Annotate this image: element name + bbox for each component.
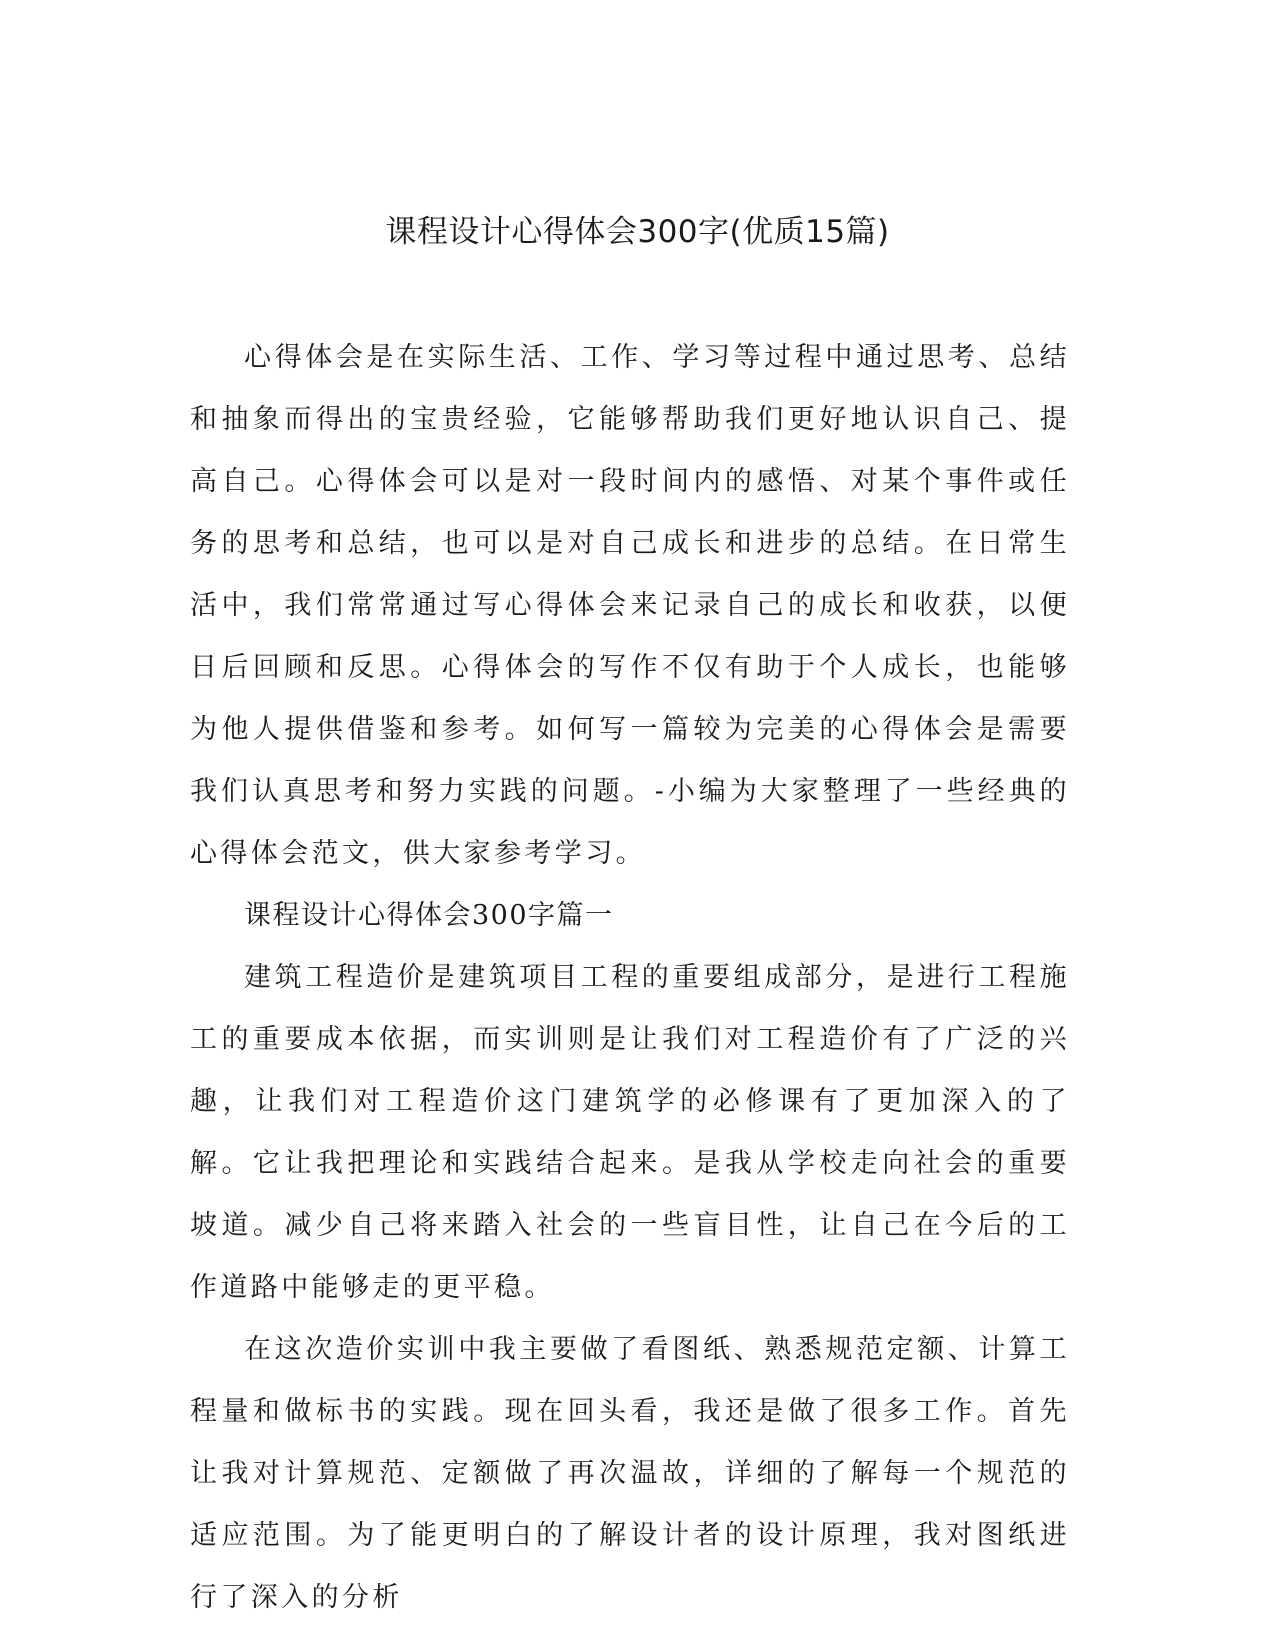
section-heading: 课程设计心得体会300字篇一 — [244, 900, 614, 931]
document-title: 课程设计心得体会300字(优质15篇) — [385, 214, 890, 250]
intro-paragraph: 心得体会是在实际生活、工作、学习等过程中通过思考、总结和抽象而得出的宝贵经验，它能够帮助我们更好地认识自己、提高自己。心得体会可以是对一段时间内的感悟、对某个事件或任务的思考和总结，也可以是对自己成长和进步的总结。在日常生活中，我们常常通过写心得体会来记录自己的成长和收获，以便日后回顾和反思。心得体会的写作不仅有助于个人成长，也能够为他人提供借鉴和参考。如何写一篇较为完美的心得体会是需要我们认真思考和努力实践的问题。-小编为大家整理了一些经典的心得体会范文，供大家参考学习。 — [190, 342, 1070, 869]
body-paragraph: 在这次造价实训中我主要做了看图纸、熟悉规范定额、计算工程量和做标书的实践。现在回头看，我还是做了很多工作。首先让我对计算规范、定额做了再次温故，详细的了解每一个规范的适应范围。为了能更明白的了解设计者的设计原理，我对图纸进行了深入的分析 — [190, 1334, 1070, 1613]
body-paragraph: 建筑工程造价是建筑项目工程的重要组成部分，是进行工程施工的重要成本依据，而实训则是让我们对工程造价有了广泛的兴趣，让我们对工程造价这门建筑学的必修课有了更加深入的了解。它让我把理论和实践结合起来。是我从学校走向社会的重要坡道。减少自己将来踏入社会的一些盲目性，让自己在今后的工作道路中能够走的更平稳。 — [190, 962, 1070, 1303]
document-body — [190, 327, 1070, 1629]
